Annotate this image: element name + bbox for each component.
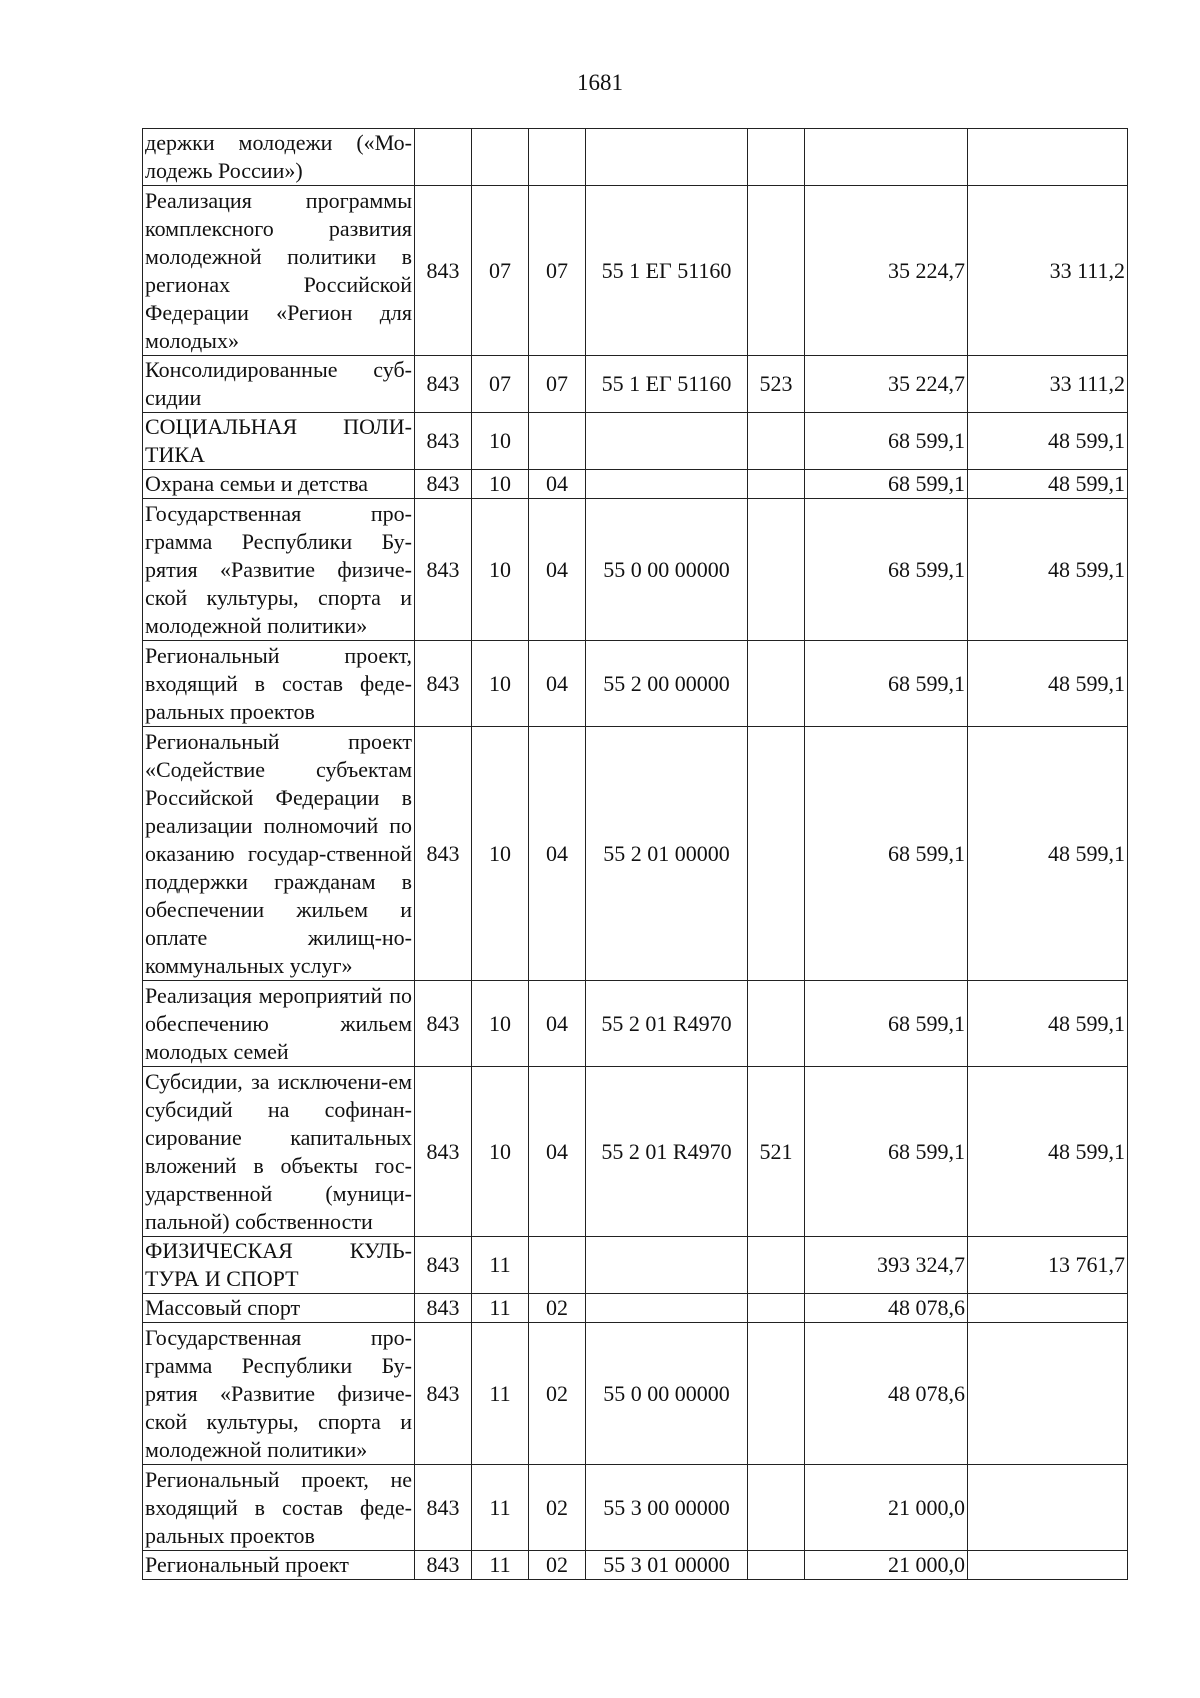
cell-gr: 843 [415, 499, 472, 641]
cell-vr [748, 129, 805, 186]
cell-sum1: 21 000,0 [805, 1465, 968, 1551]
row-name: Региональный проект «Содействие субъектам Российской Федерации в реализации полномочий по оказанию государ-ственной поддержки гражданам в обеспечении жильем и оплате жилищ-но-коммунальных услуг» [143, 727, 415, 981]
cell-sum1: 68 599,1 [805, 641, 968, 727]
cell-cs: 55 2 01 00000 [586, 727, 748, 981]
cell-rz: 10 [472, 727, 529, 981]
cell-vr: 521 [748, 1067, 805, 1237]
table-row [143, 1067, 1128, 1237]
row-name: Охрана семьи и детства [143, 470, 415, 499]
row-name: Реализация мероприятий по обеспечению жильем молодых семей [143, 981, 415, 1067]
table-row [143, 1465, 1128, 1551]
cell-pr: 07 [529, 186, 586, 356]
cell-cs [586, 470, 748, 499]
cell-rz: 11 [472, 1551, 529, 1580]
cell-rz: 11 [472, 1323, 529, 1465]
cell-rz: 10 [472, 641, 529, 727]
cell-rz: 07 [472, 186, 529, 356]
cell-cs: 55 0 00 00000 [586, 499, 748, 641]
cell-gr: 843 [415, 981, 472, 1067]
cell-gr: 843 [415, 1551, 472, 1580]
cell-sum2: 33 111,2 [968, 356, 1128, 413]
cell-sum2: 48 599,1 [968, 981, 1128, 1067]
cell-vr [748, 981, 805, 1067]
cell-gr: 843 [415, 727, 472, 981]
cell-vr [748, 1551, 805, 1580]
cell-sum2 [968, 1465, 1128, 1551]
cell-vr [748, 1465, 805, 1551]
cell-sum2: 48 599,1 [968, 1067, 1128, 1237]
cell-rz: 07 [472, 356, 529, 413]
cell-gr [415, 129, 472, 186]
cell-sum2: 48 599,1 [968, 499, 1128, 641]
cell-rz: 10 [472, 499, 529, 641]
cell-pr: 04 [529, 727, 586, 981]
cell-cs: 55 2 00 00000 [586, 641, 748, 727]
cell-vr: 523 [748, 356, 805, 413]
table-row [143, 641, 1128, 727]
row-name: Государственная про-грамма Республики Бу-рятия «Развитие физиче-ской культуры, спорта и молодежной политики» [143, 1323, 415, 1465]
cell-sum1: 48 078,6 [805, 1294, 968, 1323]
budget-table [142, 128, 1128, 1580]
row-name: Консолидированные суб-сидии [143, 356, 415, 413]
cell-sum1 [805, 129, 968, 186]
cell-rz: 11 [472, 1465, 529, 1551]
cell-rz: 10 [472, 470, 529, 499]
cell-cs: 55 3 01 00000 [586, 1551, 748, 1580]
cell-rz: 10 [472, 413, 529, 470]
cell-cs [586, 129, 748, 186]
cell-sum2 [968, 1323, 1128, 1465]
cell-gr: 843 [415, 186, 472, 356]
cell-pr: 02 [529, 1294, 586, 1323]
table-row [143, 1294, 1128, 1323]
cell-cs: 55 3 00 00000 [586, 1465, 748, 1551]
cell-cs: 55 2 01 R4970 [586, 1067, 748, 1237]
cell-gr: 843 [415, 413, 472, 470]
cell-sum2: 48 599,1 [968, 470, 1128, 499]
table-row [143, 1237, 1128, 1294]
cell-pr [529, 1237, 586, 1294]
cell-vr [748, 1294, 805, 1323]
cell-sum2: 48 599,1 [968, 727, 1128, 981]
cell-vr [748, 727, 805, 981]
budget-table-body [143, 129, 1128, 1580]
cell-sum2: 48 599,1 [968, 413, 1128, 470]
cell-pr: 07 [529, 356, 586, 413]
cell-vr [748, 1237, 805, 1294]
cell-gr: 843 [415, 1323, 472, 1465]
cell-sum1: 68 599,1 [805, 1067, 968, 1237]
cell-rz: 11 [472, 1237, 529, 1294]
cell-vr [748, 1323, 805, 1465]
cell-sum1: 393 324,7 [805, 1237, 968, 1294]
cell-vr [748, 641, 805, 727]
cell-gr: 843 [415, 356, 472, 413]
cell-cs [586, 1294, 748, 1323]
cell-sum1: 68 599,1 [805, 413, 968, 470]
table-row [143, 499, 1128, 641]
cell-cs [586, 1237, 748, 1294]
cell-cs [586, 413, 748, 470]
row-name: Массовый спорт [143, 1294, 415, 1323]
cell-sum2: 33 111,2 [968, 186, 1128, 356]
row-name: держки молодежи («Мо-лодежь России») [143, 129, 415, 186]
table-row [143, 727, 1128, 981]
table-row [143, 470, 1128, 499]
table-row [143, 413, 1128, 470]
cell-vr [748, 413, 805, 470]
table-row [143, 129, 1128, 186]
cell-gr: 843 [415, 1294, 472, 1323]
row-name: Субсидии, за исключени-ем субсидий на софинан-сирование капитальных вложений в объекты гос-ударственной (муници-пальной) собственности [143, 1067, 415, 1237]
cell-cs: 55 1 ЕГ 51160 [586, 356, 748, 413]
cell-sum2 [968, 129, 1128, 186]
cell-pr [529, 413, 586, 470]
cell-rz [472, 129, 529, 186]
row-name: Региональный проект, не входящий в состав феде-ральных проектов [143, 1465, 415, 1551]
cell-sum2 [968, 1551, 1128, 1580]
table-row [143, 981, 1128, 1067]
cell-vr [748, 186, 805, 356]
cell-vr [748, 499, 805, 641]
cell-gr: 843 [415, 1067, 472, 1237]
cell-pr: 04 [529, 1067, 586, 1237]
cell-pr: 02 [529, 1551, 586, 1580]
row-name: Региональный проект [143, 1551, 415, 1580]
table-row [143, 356, 1128, 413]
cell-sum1: 35 224,7 [805, 356, 968, 413]
row-name: Реализация программы комплексного развития молодежной политики в регионах Российской Федерации «Регион для молодых» [143, 186, 415, 356]
cell-pr: 02 [529, 1323, 586, 1465]
cell-gr: 843 [415, 641, 472, 727]
page-number: 1681 [577, 70, 623, 95]
cell-cs: 55 2 01 R4970 [586, 981, 748, 1067]
cell-sum1: 68 599,1 [805, 727, 968, 981]
cell-pr [529, 129, 586, 186]
cell-pr: 04 [529, 981, 586, 1067]
table-row [143, 186, 1128, 356]
cell-cs: 55 1 ЕГ 51160 [586, 186, 748, 356]
row-name: Региональный проект, входящий в состав феде-ральных проектов [143, 641, 415, 727]
cell-rz: 10 [472, 981, 529, 1067]
cell-sum1: 68 599,1 [805, 470, 968, 499]
cell-gr: 843 [415, 1237, 472, 1294]
cell-sum1: 68 599,1 [805, 499, 968, 641]
cell-sum1: 35 224,7 [805, 186, 968, 356]
cell-pr: 02 [529, 1465, 586, 1551]
row-name: СОЦИАЛЬНАЯ ПОЛИ-ТИКА [143, 413, 415, 470]
cell-vr [748, 470, 805, 499]
cell-pr: 04 [529, 499, 586, 641]
cell-sum1: 48 078,6 [805, 1323, 968, 1465]
cell-sum1: 68 599,1 [805, 981, 968, 1067]
cell-cs: 55 0 00 00000 [586, 1323, 748, 1465]
cell-gr: 843 [415, 470, 472, 499]
table-row [143, 1551, 1128, 1580]
row-name: ФИЗИЧЕСКАЯ КУЛЬ-ТУРА И СПОРТ [143, 1237, 415, 1294]
cell-sum2: 48 599,1 [968, 641, 1128, 727]
cell-pr: 04 [529, 641, 586, 727]
row-name: Государственная про-грамма Республики Бу-рятия «Развитие физиче-ской культуры, спорта и молодежной политики» [143, 499, 415, 641]
cell-sum2 [968, 1294, 1128, 1323]
table-row [143, 1323, 1128, 1465]
cell-sum2: 13 761,7 [968, 1237, 1128, 1294]
cell-sum1: 21 000,0 [805, 1551, 968, 1580]
cell-gr: 843 [415, 1465, 472, 1551]
cell-pr: 04 [529, 470, 586, 499]
cell-rz: 11 [472, 1294, 529, 1323]
cell-rz: 10 [472, 1067, 529, 1237]
